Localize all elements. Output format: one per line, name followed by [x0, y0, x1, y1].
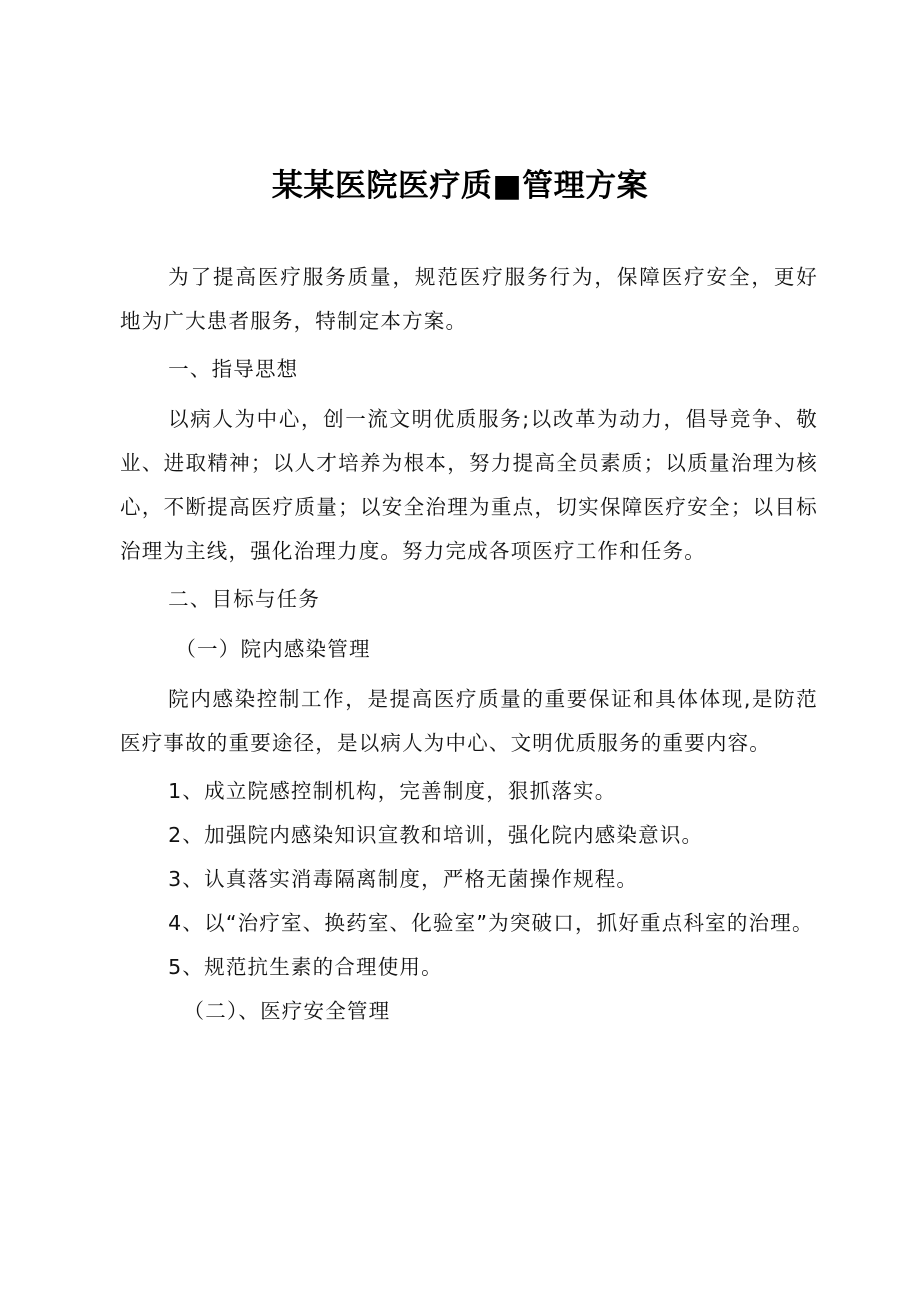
subsection-2-heading: （二）、医疗安全管理	[183, 999, 391, 1023]
list-item: 2、加强院内感染知识宣教和培训，强化院内感染意识。	[168, 823, 704, 847]
section-1-paragraph: 以病人为中心，创一流文明优质服务;以改革为动力，倡导竞争、敬业、进取精神；以人才培养为根本，努力提高全员素质；以质量治理为核心，不断提高医疗质量；以安全治理为重点，切实保障医疗安全；以目标治理为主线，强化治理力度。努力完成各项医疗工作和任务。	[120, 407, 818, 563]
document-body	[120, 255, 818, 1039]
list-item: 4、以“治疗室、换药室、化验室”为突破口，抓好重点科室的治理。	[168, 911, 814, 935]
section-2-heading: 二、目标与任务	[168, 587, 321, 611]
list-item: 1、成立院感控制机构，完善制度，狠抓落实。	[168, 779, 617, 803]
document-title: 某某医院医疗质■管理方案	[271, 168, 649, 204]
intro-paragraph: 为了提高医疗服务质量，规范医疗服务行为，保障医疗安全，更好地为广大患者服务，特制定本方案。	[120, 265, 818, 333]
subsection-1-paragraph: 院内感染控制工作，是提高医疗质量的重要保证和具体体现,是防范医疗事故的重要途径，是以病人为中心、文明优质服务的重要内容。	[120, 687, 818, 755]
list-item: 3、认真落实消毒隔离制度，严格无菌操作规程。	[168, 867, 639, 891]
list-item: 5、规范抗生素的合理使用。	[168, 955, 443, 979]
subsection-1-heading: （一）院内感染管理	[175, 637, 371, 661]
section-1-heading: 一、指导思想	[168, 357, 299, 381]
